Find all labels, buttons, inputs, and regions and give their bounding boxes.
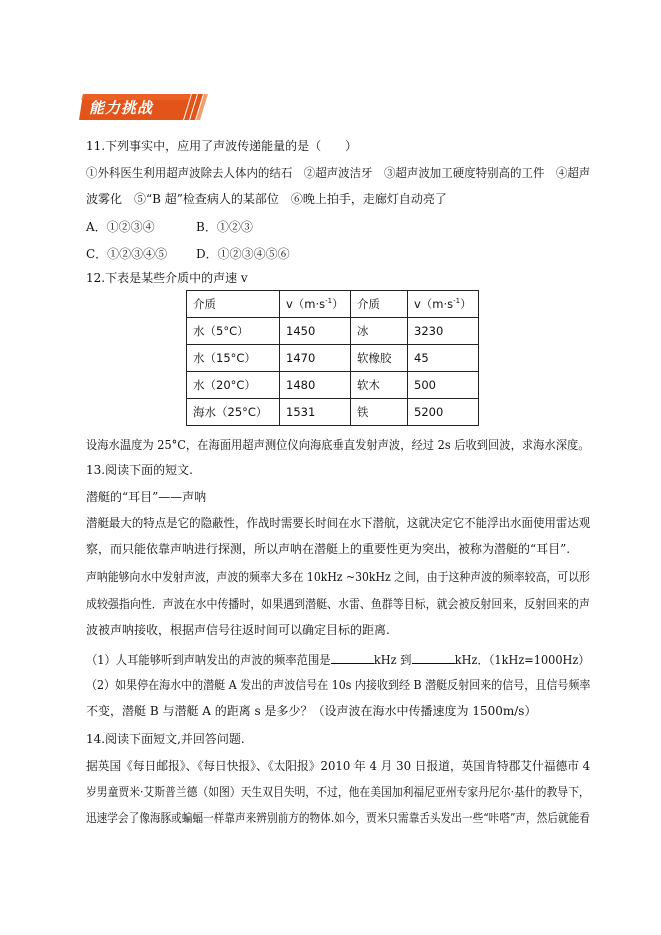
q14-stem: 14.阅读下面短文,并回答问题. [86,732,245,746]
table-cell: 1531 [280,399,351,426]
q11-options-line2: 波雾化 ⑤“B 超”检查病人的某部位 ⑥晚上拍手，走廊灯自动亮了 [86,192,447,206]
q14-para-line2: 岁男童贾米·艾斯普兰德（如图）天生双目失明，不过，他在美国加利福尼亚州专家丹尼尔·基什的教导下， [86,785,590,799]
q13-para2-line1: 声呐能够向水中发射声波，声波的频率大多在 10kHz ~30kHz 之间，由于这种声波的频率较高，可以形 [86,570,590,584]
table-cell: 500 [408,372,479,399]
q12-stem: 12.下表是某些介质中的声速 v [86,271,248,285]
table-header-medium-1: 介质 [187,291,280,318]
table-row [187,318,479,345]
q13-sub2-line2: 不变，潜艇 B 与潜艇 A 的距离 s 是多少？（设声波在海水中传播速度为 1500m/s） [86,704,537,718]
section-banner [79,92,209,122]
table-cell: 海水（25°C） [187,399,280,426]
table-row [187,399,479,426]
table-cell: 1450 [280,318,351,345]
table-row [187,345,479,372]
table-cell: 软橡胶 [351,345,408,372]
q13-para1-line2: 察，而只能依靠声呐进行探测，所以声呐在潜艇上的重要性更为突出，被称为潜艇的“耳目”. [86,542,571,556]
q11-choice-c: C．①②③④⑤ [86,247,168,261]
q14-para-line3: 迅速学会了像海豚或蝙蝠一样靠声来辨别前方的物体.如今，贾米只需靠舌头发出一些“咔嗒”声，然后就能看 [86,811,590,825]
table-header-row [187,291,479,318]
table-cell: 3230 [408,318,479,345]
table-cell: 5200 [408,399,479,426]
q13-para2-line2: 成较强指向性．声波在水中传播时，如果遇到潜艇、水雷、鱼群等目标，就会被反射回来，反射回来的声 [86,597,590,611]
q11-choice-d: D．①②③④⑤⑥ [196,247,290,261]
table-cell: 软木 [351,372,408,399]
table-cell: 水（20°C） [187,372,280,399]
table-cell: 水（15°C） [187,345,280,372]
table-cell: 铁 [351,399,408,426]
q13-para2-line3: 波被声呐接收，根据声信号往返时间可以确定目标的距离. [86,623,390,637]
table-cell: 45 [408,345,479,372]
q11-stem: 11.下列事实中，应用了声波传递能量的是（ ） [86,139,358,153]
q11-choice-a: A．①②③④ [86,220,155,234]
table-header-medium-2: 介质 [351,291,408,318]
table-header-speed-1: $v(m\cdot s^{-1})$ [280,291,351,318]
table-cell: 冰 [351,318,408,345]
q13-para1-line1: 潜艇最大的特点是它的隐蔽性，作战时需要长时间在水下潜航，这就决定它不能浮出水面使用雷达观 [86,516,591,530]
table-header-speed-2: $v(m\cdot s^{-1})$ [408,291,479,318]
q13-article-title: 潜艇的“耳目”——声呐 [86,490,207,504]
banner-title: 能力挑战 [89,99,154,117]
answer-blank[interactable] [411,651,454,664]
q13-sub2-line1: （2）如果停在海水中的潜艇 A 发出的声波信号在 10s 内接收到经 B 潜艇反射回来的信号，且信号频率 [86,678,591,692]
table-row [187,372,479,399]
q11-choice-b: B．①②③ [196,220,253,234]
q11-options-line1: ①外科医生利用超声波除去人体内的结石 ②超声波洁牙 ③超声波加工硬度特别高的工件 ④超声 [86,166,591,180]
q14-para-line1: 据英国《每日邮报》、《每日快报》、《太阳报》2010 年 4 月 30 日报道，英国肯特郡艾什福德市 4 [86,759,591,773]
q13-sub1: （1）人耳能够听到声呐发出的声波的频率范围是 kHz 到 kHz．（1kHz=1000Hz） [86,653,590,667]
table-cell: 水（5°C） [187,318,280,345]
table-cell: 1480 [280,372,351,399]
sound-speed-table [186,290,479,426]
q13-stem: 13.阅读下面的短文. [86,463,193,477]
answer-blank[interactable] [331,651,374,664]
q12-question: 设海水温度为 25°C，在海面用超声测位仪向海底垂直发射声波，经过 2s 后收到回波，求海水深度。 [86,438,590,452]
table-cell: 1470 [280,345,351,372]
